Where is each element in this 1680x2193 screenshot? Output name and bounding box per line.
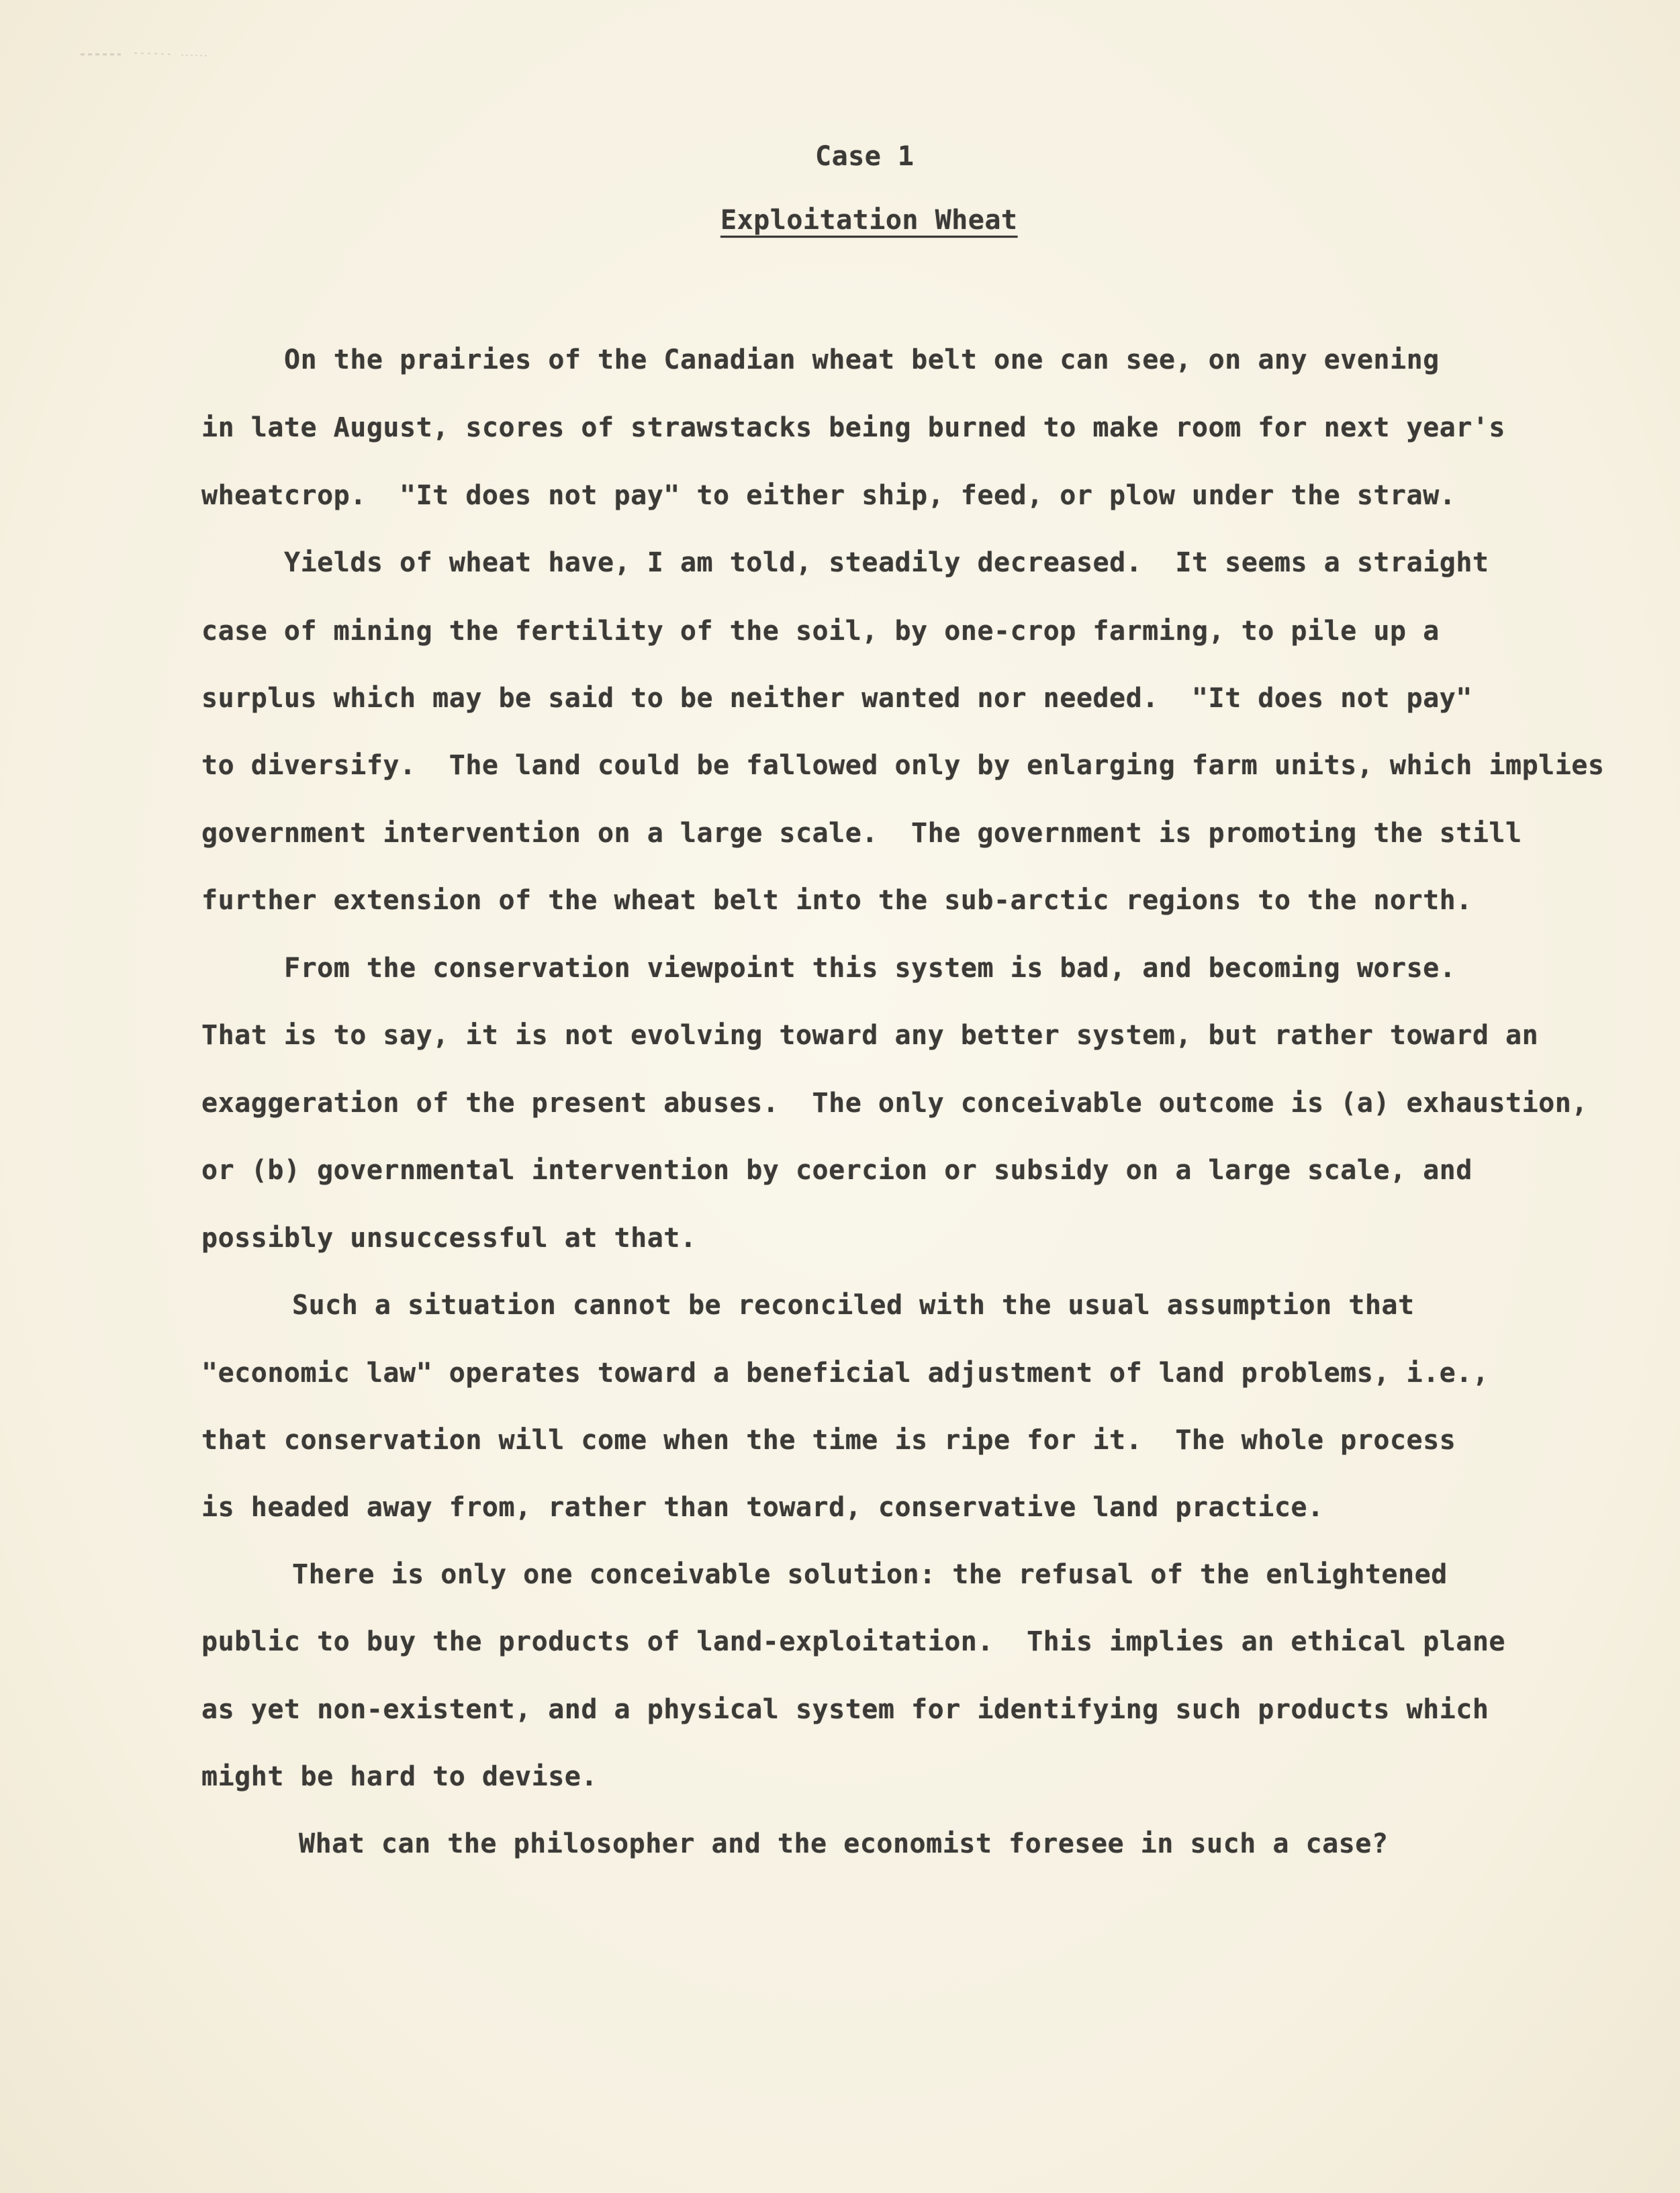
paragraph-line: "economic law" operates toward a beneficial adjustment of land problems, i.e.,: [201, 1358, 1489, 1389]
paragraph-line: There is only one conceivable solution: the refusal of the enlightened: [292, 1559, 1448, 1590]
page-title: Exploitation Wheat: [720, 205, 1018, 236]
paragraph-line: surplus which may be said to be neither wanted nor needed. "It does not pay": [201, 683, 1473, 714]
paragraph-line: On the prairies of the Canadian wheat belt one can see, on any evening: [284, 344, 1440, 375]
paragraph-line: Yields of wheat have, I am told, steadily decreased. It seems a straight: [284, 547, 1489, 578]
case-label: Case 1: [815, 141, 915, 172]
paragraph-line: possibly unsuccessful at that.: [201, 1223, 697, 1254]
paragraph-line: From the conservation viewpoint this system is bad, and becoming worse.: [284, 953, 1456, 984]
paragraph-line: government intervention on a large scale. The government is promoting the still: [201, 818, 1522, 849]
paragraph-line: further extension of the wheat belt into the sub-arctic regions to the north.: [201, 885, 1473, 916]
paragraph-line: is headed away from, rather than toward, conservative land practice.: [201, 1492, 1324, 1523]
paragraph-line: that conservation will come when the time is ripe for it. The whole process: [201, 1425, 1456, 1456]
paragraph-line: That is to say, it is not evolving toward any better system, but rather toward an: [201, 1020, 1539, 1051]
ink-smudge: [81, 48, 215, 60]
paragraph-line: in late August, scores of strawstacks being burned to make room for next year's: [201, 412, 1505, 443]
paragraph-line: public to buy the products of land-exploitation. This implies an ethical plane: [201, 1626, 1505, 1657]
paragraph-line: Such a situation cannot be reconciled with the usual assumption that: [292, 1290, 1415, 1321]
paragraph-line: as yet non-existent, and a physical system for identifying such products which: [201, 1694, 1489, 1725]
paragraph-line: might be hard to devise.: [201, 1761, 598, 1792]
paragraph-line: What can the philosopher and the economist foresee in such a case?: [299, 1828, 1389, 1859]
paragraph-line: or (b) governmental intervention by coercion or subsidy on a large scale, and: [201, 1155, 1473, 1186]
paragraph-line: case of mining the fertility of the soil, by one-crop farming, to pile up a: [201, 616, 1440, 647]
paragraph-line: wheatcrop. "It does not pay" to either ship, feed, or plow under the straw.: [201, 480, 1456, 511]
paragraph-line: to diversify. The land could be fallowed only by enlarging farm units, which implies: [201, 750, 1605, 781]
paragraph-line: exaggeration of the present abuses. The only conceivable outcome is (a) exhaustion,: [201, 1088, 1588, 1119]
